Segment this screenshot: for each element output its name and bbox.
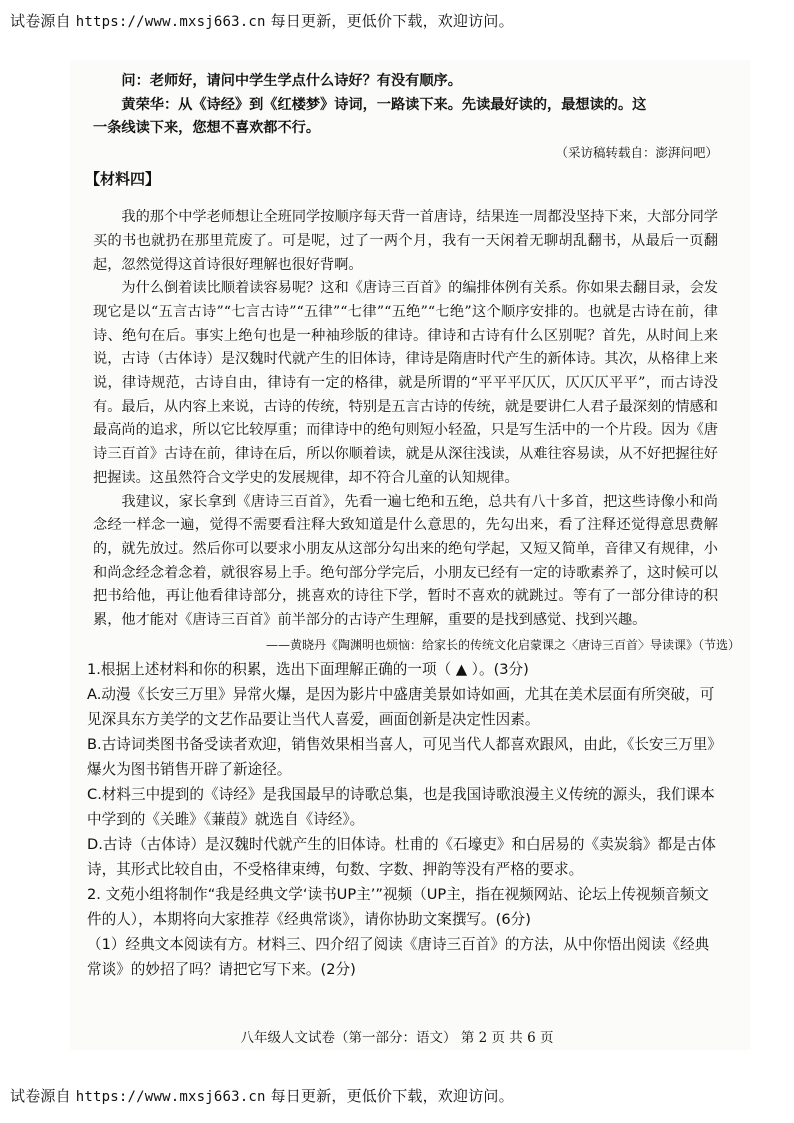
question2-stem: 2. 文苑小组将制作“我是经典文学‘读书UP主’”视频（UP主，指在视频网站、论坛上传视频音频文件的人），本期将向大家推荐《经典常谈》，请你协助文案撰写。(6分) [87, 885, 709, 928]
banner-slogan: 每日更新，更低价下载，欢迎访问。 [270, 12, 514, 30]
exam-page [85, 70, 740, 982]
banner-slogan: 每日更新，更低价下载，欢迎访问。 [270, 1087, 514, 1105]
question2-sub1: （1）经典文本阅读有方。材料三、四介绍了阅读《唐诗三百首》的方法，从中你悟出阅读《经典常谈》的妙招了吗？请把它写下来。(2分) [87, 935, 710, 978]
bottom-banner [10, 1085, 514, 1106]
top-banner [10, 10, 514, 31]
page-footer: 八年级人文试卷（第一部分：语文） 第 2 页 共 6 页 [240, 1030, 554, 1046]
material4-heading: 【材料四】 [85, 170, 161, 189]
banner-site-label: 试卷源自 [10, 12, 71, 30]
question1-stem: 1.根据上述材料和你的积累，选出下面理解正确的一项（ ▲ ）。(3分) [87, 660, 529, 678]
banner-url-link[interactable]: https://www.mxsj663.cn [75, 14, 266, 30]
material4-para2: 为什么倒着读比顺着读容易呢？这和《唐诗三百首》的编排体例有关系。你如果去翻目录，会发现它是以“五言古诗”“七言古诗”“五律”“七律”“五绝”“七绝”这个顺序安排的。也就是古诗在前，律诗、绝句在后。事实上绝句也是一种袖珍版的律诗。律诗和古诗有什么区别呢？首先，从时间上来说，古诗（古体诗）是汉魏时代就产生的旧体诗，律诗是隋唐时代产生的新体诗。其次，从格律上来说，律诗规范，古诗自由，律诗有一定的格律，就是所谓的“平平平仄仄，仄仄仄平平”，而古诗没有。最后，从内容上来说，古诗的传统，特别是五言古诗的传统，就是要讲仁人君子最深刻的情感和最高尚的追求，所以它比较厚重；而律诗中的绝句则短小轻盈，只是写生活中的一个片段。因为《唐诗三百首》古诗在前，律诗在后，所以你顺着读，就是从深往浅读，从难往容易读，从不好把握往好把握读。这虽然符合文学史的发展规律，却不符合儿童的认知规律。 [93, 280, 718, 486]
interview-source: （采访稿转载自：澎湃问吧） [555, 145, 718, 161]
question1-option-b: B.古诗词类图书备受读者欢迎，销售效果相当喜人，可见当代人都喜欢跟风，由此，《长安三万里》爆火为图书销售开辟了新途径。 [87, 735, 715, 778]
material4-source: ——黄晓丹《陶渊明也烦恼：给家长的传统文化启蒙课之〈唐诗三百首〉导读课》（节选） [265, 637, 740, 652]
material4-para3: 我建议，家长拿到《唐诗三百首》，先看一遍七绝和五绝，总共有八十多首，把这些诗像小和尚念经一样念一遍，觉得不需要看注释大致知道是什么意思的，先勾出来，看了注释还觉得意思费解的，就先放过。然后你可以要求小朋友从这部分勾出来的绝句学起，又短又简单，音律又有规律，小和尚念经念着念着，就很容易上手。绝句部分学完后，小朋友已经有一定的诗歌素养了，这时候可以把书给他，再让他看律诗部分，挑喜欢的诗往下学，暂时不喜欢的就跳过。等有了一部分律诗的积累，他才能对《唐诗三百首》前半部分的古诗产生理解，重要的是找到感觉、找到兴趣。 [93, 493, 718, 629]
banner-url-link[interactable]: https://www.mxsj663.cn [75, 1089, 266, 1105]
question1-option-d: D.古诗（古体诗）是汉魏时代就产生的旧体诗。杜甫的《石壕吏》和白居易的《卖炭翁》都是古体诗，其形式比较自由，不受格律束缚，句数、字数、押韵等没有严格的要求。 [87, 835, 716, 878]
interview-answer-line2: 一条线读下来，您想不喜欢都不行。 [93, 120, 321, 137]
interview-answer-line1: 黄荣华：从《诗经》到《红楼梦》诗词，一路读下来。先读最好读的，最想读的。这 [121, 96, 647, 113]
material4-para1: 我的那个中学老师想让全班同学按顺序每天背一首唐诗，结果连一周都没坚持下来，大部分同学买的书也就扔在那里荒废了。可是呢，过了一两个月，我有一天闲着无聊胡乱翻书，从最后一页翻起，忽然觉得这首诗很好理解也很好背啊。 [93, 209, 718, 273]
banner-site-label: 试卷源自 [10, 1087, 71, 1105]
question1-option-c: C.材料三中提到的《诗经》是我国最早的诗歌总集，也是我国诗歌浪漫主义传统的源头，我们课本中学到的《关雎》《蒹葭》就选自《诗经》。 [87, 785, 715, 828]
interview-question: 问：老师好，请问中学生学点什么诗好？有没有顺序。 [121, 73, 462, 89]
question1-option-a: A.动漫《长安三万里》异常火爆，是因为影片中盛唐美景如诗如画，尤其在美术层面有所突破，可见深具东方美学的文艺作品要让当代人喜爱，画面创新是决定性因素。 [87, 685, 715, 728]
